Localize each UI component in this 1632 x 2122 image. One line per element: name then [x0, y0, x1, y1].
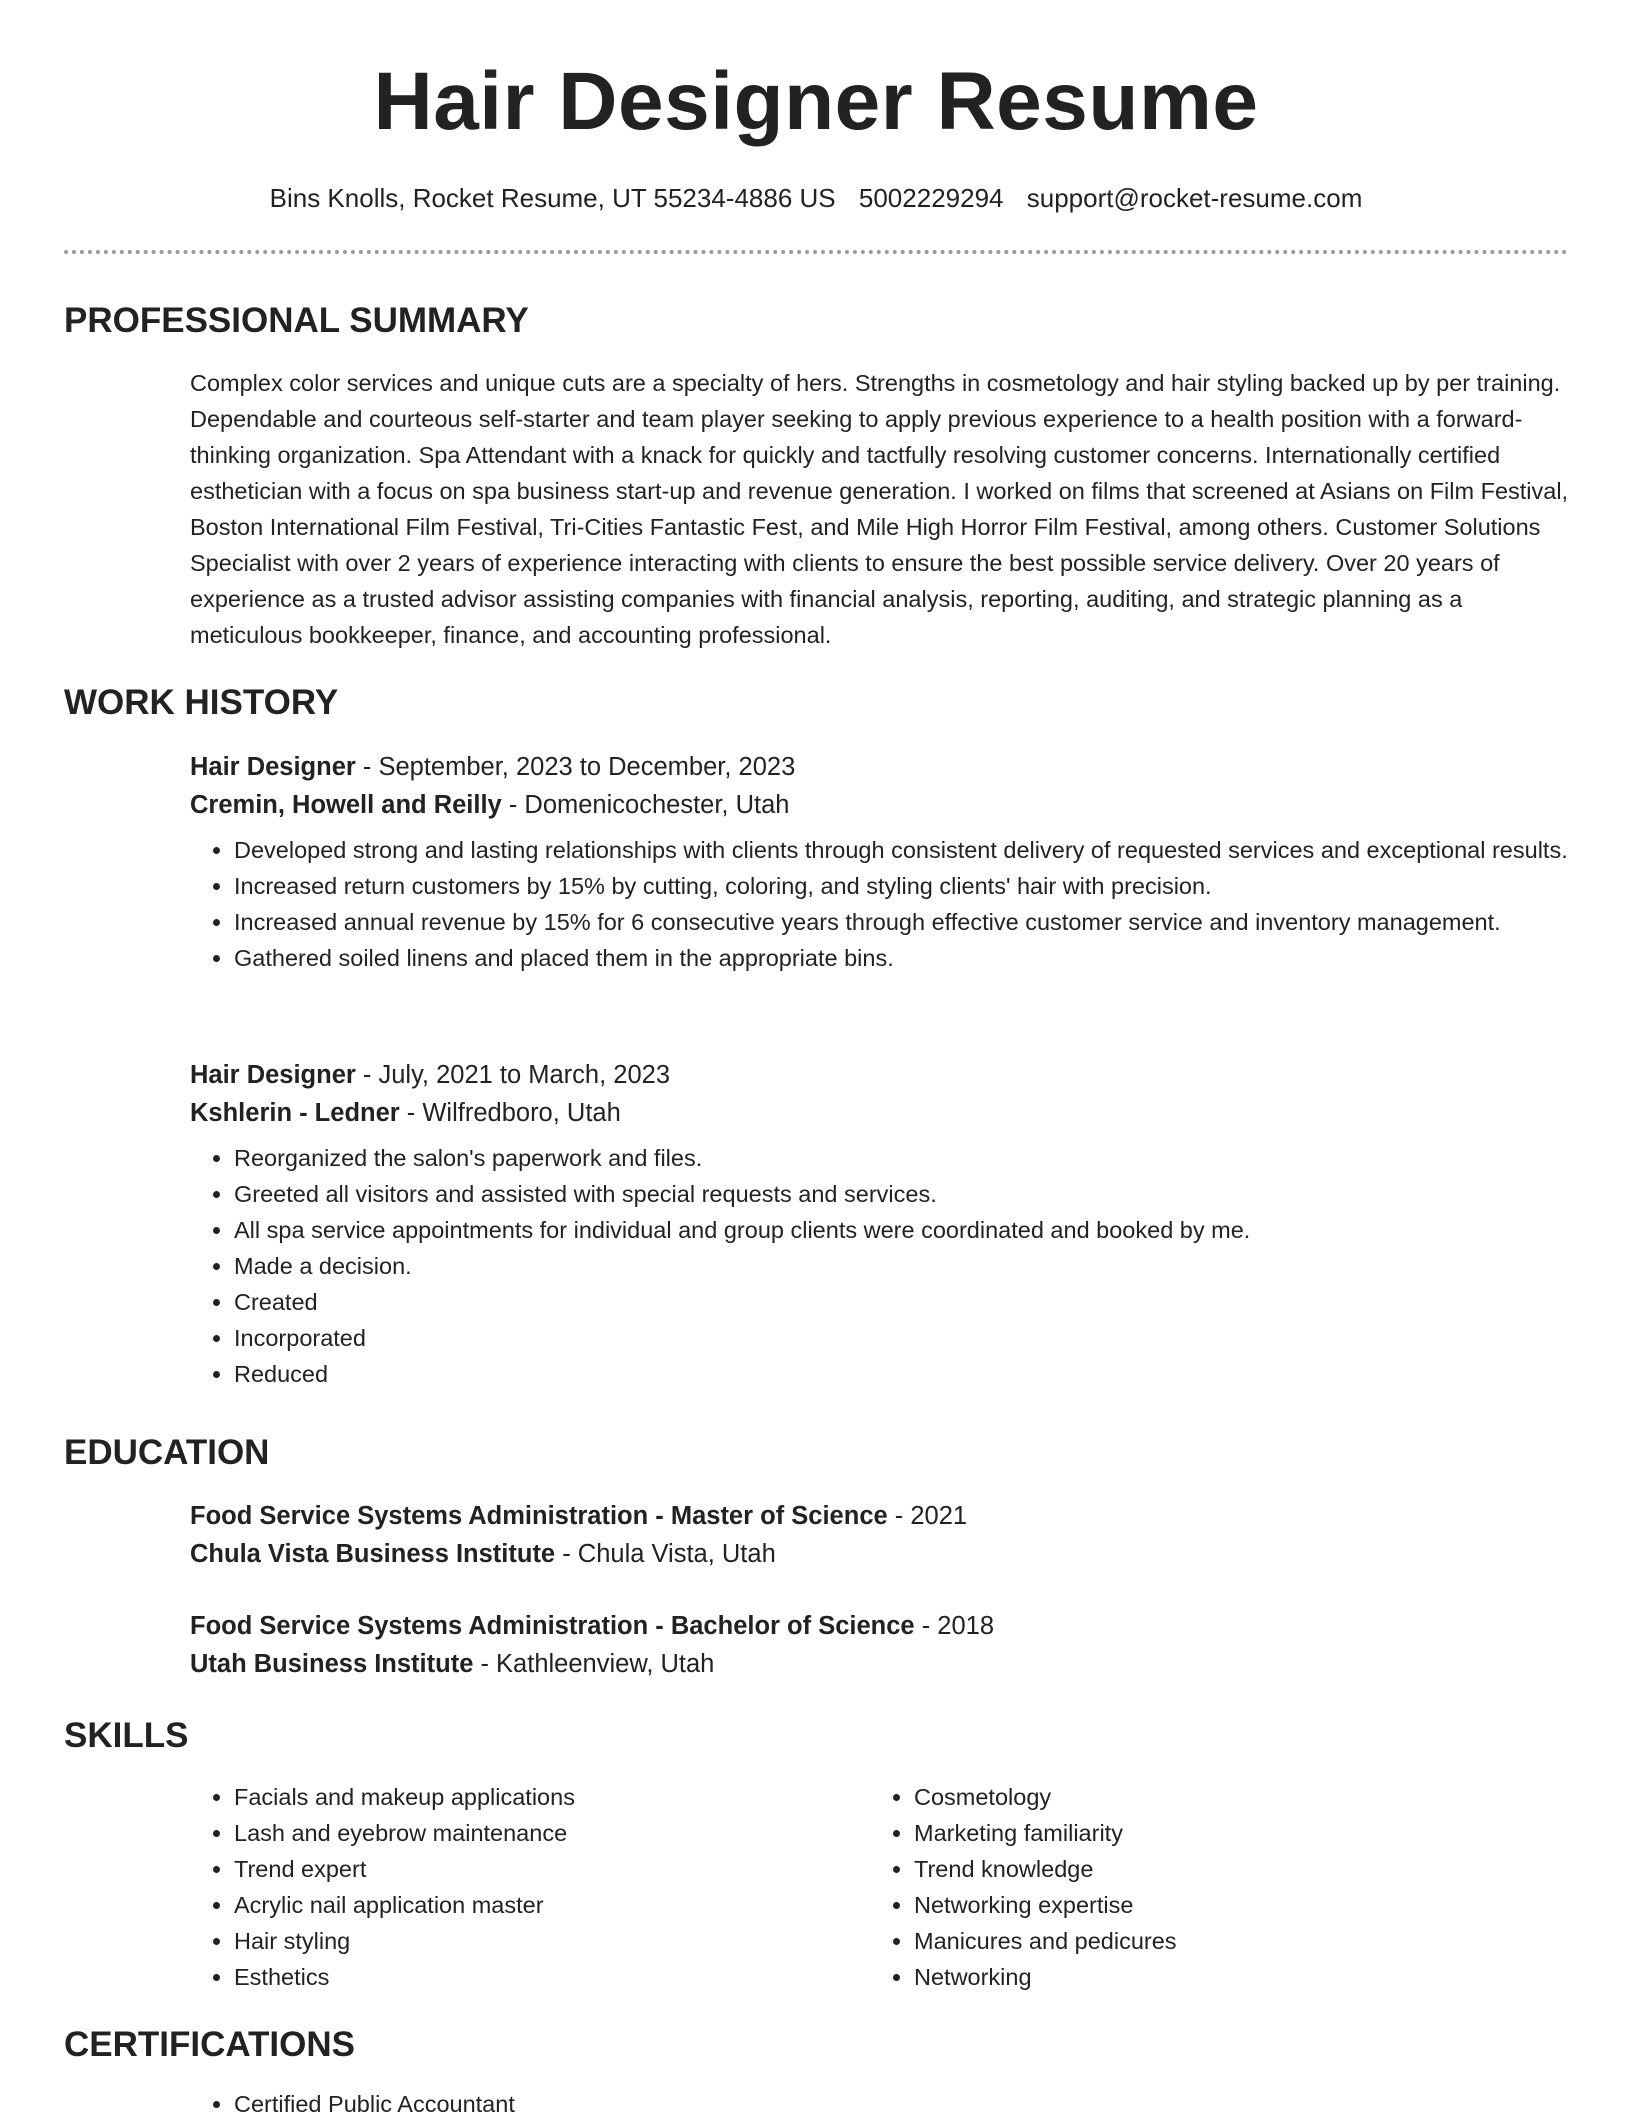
- skill-item: • Cosmetology: [914, 1779, 1510, 1815]
- degree-year: - 2018: [914, 1612, 994, 1640]
- summary-text: Complex color services and unique cuts are a specialty of hers. Strengths in cosmetology and hair styling backed up by per training. Dependable and courteous self-starter and team player seeking to apply previous experience to a health position with a forward-thinking organization. Spa Attendant with a knack for quickly and tactfully resolving customer concerns. Internationally certified esthetician with a focus on spa business start-up and revenue generation. I worked on films that screened at Asians on Film Festival, Boston International Film Festival, Tri-Cities Fantastic Fest, and Mile High Horror Film Festival, among others. Customer Solutions Specialist with over 2 years of experience interacting with clients to ensure the best possible service delivery. Over 20 years of experience as a trusted advisor assisting companies with financial analysis, reporting, auditing, and strategic planning as a meticulous bookkeeper, finance, and accounting professional.: [190, 370, 1569, 648]
- degree: Food Service Systems Administration - Bachelor of Science: [190, 1612, 915, 1640]
- job-company-line: [190, 1094, 1570, 1132]
- school: Utah Business Institute: [190, 1650, 474, 1678]
- job-entry: [190, 748, 1570, 976]
- section-title-certifications: CERTIFICATIONS: [64, 2025, 356, 2064]
- skills-column-left: [190, 1779, 830, 1995]
- job-company-line: [190, 786, 1570, 824]
- job-bullet: • Gathered soiled linens and placed them in the appropriate bins.: [234, 940, 1570, 976]
- skills-list: [870, 1779, 1510, 1995]
- skill-item: • Lash and eyebrow maintenance: [234, 1815, 830, 1851]
- skill-item: • Acrylic nail application master: [234, 1887, 830, 1923]
- degree: Food Service Systems Administration - Master of Science: [190, 1502, 888, 1530]
- header-divider: [64, 250, 1568, 254]
- degree-year: - 2021: [887, 1502, 968, 1530]
- job-bullet: • Created: [234, 1284, 1570, 1320]
- degree-line: [190, 1497, 1570, 1535]
- skill-item: • Esthetics: [234, 1959, 830, 1995]
- certification-item: • Certified Public Accountant: [234, 2086, 1570, 2122]
- job-bullet: • Greeted all visitors and assisted with special requests and services.: [234, 1176, 1570, 1212]
- job-bullet: • Developed strong and lasting relationships with clients through consistent delivery of requested services and exceptional results.: [234, 832, 1570, 868]
- contact-line: [0, 180, 1632, 216]
- section-title-work-history: WORK HISTORY: [64, 683, 339, 722]
- contact-address: Bins Knolls, Rocket Resume, UT 55234-4886 US: [269, 183, 836, 213]
- job-bullet: • Reorganized the salon's paperwork and files.: [234, 1140, 1570, 1176]
- skill-item: • Marketing familiarity: [914, 1815, 1510, 1851]
- skill-item: • Manicures and pedicures: [914, 1923, 1510, 1959]
- education-entry: [190, 1497, 1570, 1573]
- skill-item: • Hair styling: [234, 1923, 830, 1959]
- job-location: - Wilfredboro, Utah: [399, 1099, 621, 1127]
- skill-item: • Trend knowledge: [914, 1851, 1510, 1887]
- skill-item: • Networking expertise: [914, 1887, 1510, 1923]
- job-bullet: • Increased return customers by 15% by cutting, coloring, and styling clients' hair with precision.: [234, 868, 1570, 904]
- skill-item: • Facials and makeup applications: [234, 1779, 830, 1815]
- section-title-summary: PROFESSIONAL SUMMARY: [64, 301, 529, 340]
- skills-block: [190, 1779, 1570, 1999]
- certifications-list: [190, 2086, 1570, 2122]
- job-title-line: [190, 748, 1570, 786]
- job-title-line: [190, 1056, 1570, 1094]
- job-bullet: • All spa service appointments for individual and group clients were coordinated and booked by me.: [234, 1212, 1570, 1248]
- summary-block: [190, 365, 1570, 653]
- job-dates: - September, 2023 to December, 2023: [355, 753, 796, 781]
- job-title: Hair Designer: [190, 1061, 356, 1089]
- degree-line: [190, 1607, 1570, 1645]
- job-title: Hair Designer: [190, 753, 356, 781]
- job-bullet: • Increased annual revenue by 15% for 6 consecutive years through effective customer service and inventory management.: [234, 904, 1570, 940]
- school-line: [190, 1645, 1570, 1683]
- contact-email: support@rocket-resume.com: [1026, 183, 1363, 213]
- job-bullet: • Made a decision.: [234, 1248, 1570, 1284]
- certifications-block: [190, 2086, 1570, 2122]
- job-company: Kshlerin - Ledner: [190, 1099, 400, 1127]
- job-company: Cremin, Howell and Reilly: [190, 791, 502, 819]
- school-line: [190, 1535, 1570, 1573]
- education-entry: [190, 1607, 1570, 1683]
- page-title: Hair Designer Resume: [373, 56, 1259, 147]
- skill-item: • Trend expert: [234, 1851, 830, 1887]
- school-location: - Chula Vista, Utah: [555, 1540, 776, 1568]
- job-entry: [190, 1056, 1570, 1392]
- job-dates: - July, 2021 to March, 2023: [355, 1061, 671, 1089]
- school: Chula Vista Business Institute: [190, 1540, 556, 1568]
- job-bullets: [190, 832, 1570, 976]
- section-title-education: EDUCATION: [64, 1433, 270, 1472]
- job-bullets: [190, 1140, 1570, 1392]
- skills-column-right: [870, 1779, 1510, 1995]
- skills-list: [190, 1779, 830, 1995]
- section-title-skills: SKILLS: [64, 1716, 189, 1755]
- job-location: - Domenicochester, Utah: [501, 791, 790, 819]
- job-bullet: • Incorporated: [234, 1320, 1570, 1356]
- skill-item: • Networking: [914, 1959, 1510, 1995]
- school-location: - Kathleenview, Utah: [473, 1650, 715, 1678]
- contact-phone: 5002229294: [858, 183, 1004, 213]
- job-bullet: • Reduced: [234, 1356, 1570, 1392]
